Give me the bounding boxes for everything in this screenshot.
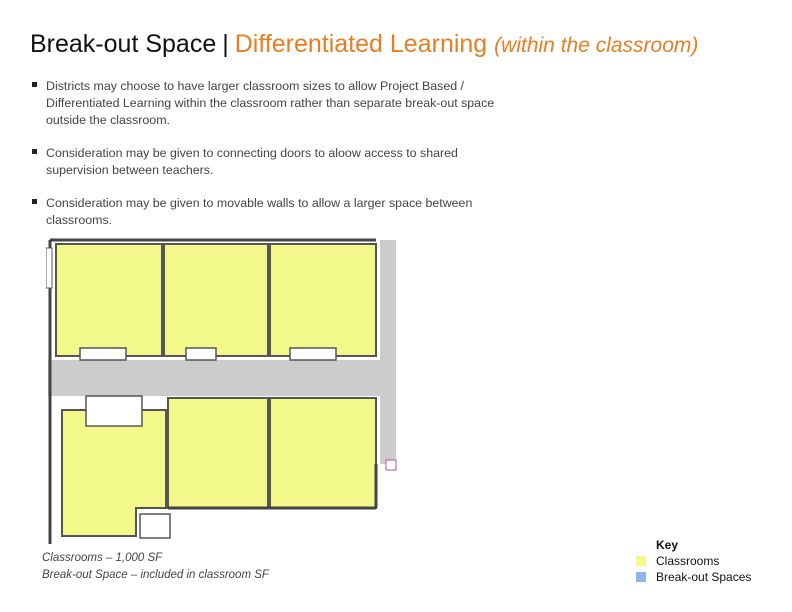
bullet-item <box>30 145 500 179</box>
bullet-square-icon <box>32 82 37 87</box>
corridor-right <box>380 240 396 464</box>
classroom <box>168 398 268 508</box>
title-main: Break-out Space <box>30 30 217 58</box>
legend <box>636 537 751 585</box>
stair <box>46 248 52 288</box>
caption <box>42 550 269 584</box>
legend-item <box>636 553 751 569</box>
floor-plan <box>46 224 398 544</box>
storage <box>80 348 126 360</box>
title-accent: Differentiated Learning <box>234 30 488 58</box>
door-marker <box>386 460 396 470</box>
office <box>86 396 142 426</box>
caption-line: Classrooms – 1,000 SF <box>42 552 163 564</box>
legend-title: Key <box>656 538 679 552</box>
bullet-text: Districts may choose to have larger classroom sizes to allow Project Based / Differentiated Learning within the classroom rather than separate break-out space outside the classroom. <box>46 79 495 127</box>
breakout-swatch-icon <box>636 572 646 582</box>
bullet-text: Consideration may be given to connecting doors to aloow access to shared supervision between teachers. <box>46 146 458 177</box>
storage <box>290 348 336 360</box>
classroom <box>164 244 268 356</box>
legend-label: Classrooms <box>656 554 720 568</box>
storage <box>186 348 216 360</box>
bullet-list <box>30 78 500 245</box>
classroom <box>270 244 376 356</box>
classroom <box>56 244 162 356</box>
title-separator: | <box>222 30 229 58</box>
caption-line: Break-out Space – included in classroom SF <box>42 569 269 581</box>
bullet-square-icon <box>32 199 37 204</box>
legend-item <box>636 569 751 585</box>
bullet-text: Consideration may be given to movable walls to allow a larger space between classrooms. <box>46 196 473 227</box>
office <box>140 514 170 538</box>
legend-label: Break-out Spaces <box>656 570 752 584</box>
bullet-square-icon <box>32 149 37 154</box>
classroom-swatch-icon <box>636 556 646 566</box>
title-italic: (within the classroom) <box>494 34 699 57</box>
corridor <box>48 360 396 396</box>
bullet-item <box>30 78 500 129</box>
classroom <box>270 398 376 508</box>
page-title <box>30 28 698 62</box>
